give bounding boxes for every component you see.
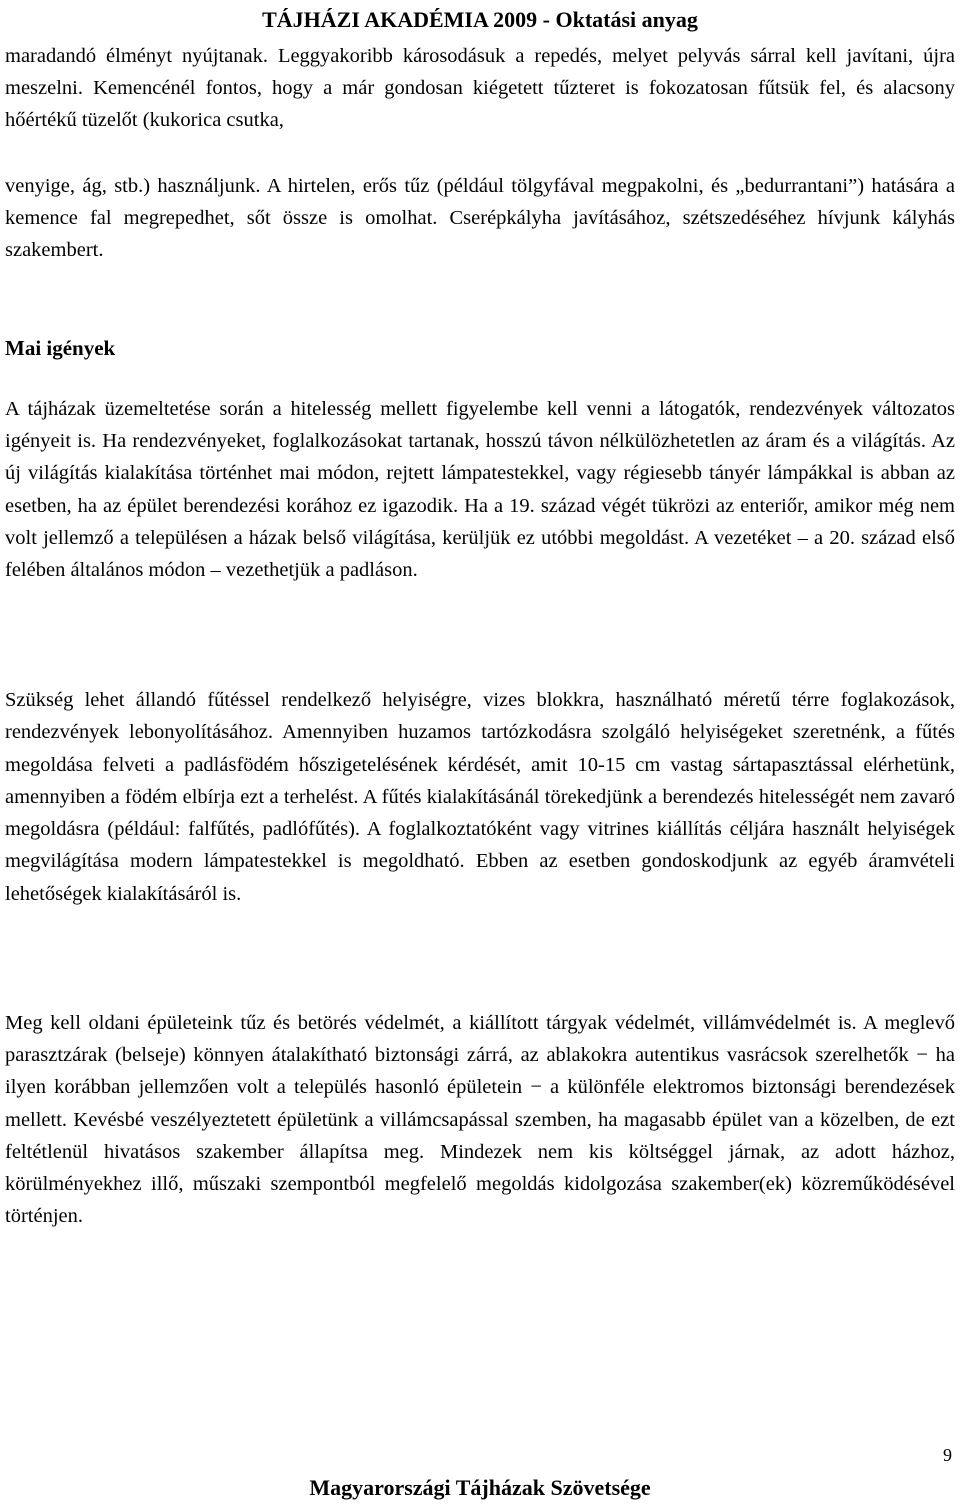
body-paragraph-lighting: A tájházak üzemeltetése során a hitelesség mellett figyelembe kell venni a látogatók, rendezvények változatos igényeit is. Ha rendezvényeket, foglalkozásokat tartanak, hosszú távon nélkülözhetetlen az áram és a világítás. Az új világítás kialakítása történhet mai módon, rejtett lámpatestekkel, vagy régiesebb tányér lámpákkal is abban az esetben, ha az épület berendezési korához ez igazodik. Ha a 19. század végét tükrözi az enteriőr, amikor még nem volt jellemző a településen a házak belső világítása, kerüljük ez utóbbi megoldást. A vezetéket – a 20. század első felében általános módon – vezethetjük a padláson. <box>5 398 955 582</box>
page-number: 9 <box>943 1445 952 1465</box>
intro-paragraph-continued: venyige, ág, stb.) használjunk. A hirtelen, erős tűz (például tölgyfával megpakolni, és „bedurrantani”) hatására a kemence fal megrepedhet, sőt össze is omolhat. Cserépkályha javításához, szétszedéséhez hívjunk kályhás szakembert. <box>5 175 955 261</box>
body-paragraph-protection: Meg kell oldani épületeink tűz és betörés védelmét, a kiállított tárgyak védelmét, villámvédelmét is. A meglevő parasztzárak (belseje) könnyen átalakítható biztonsági zárrá, az ablakokra autentikus vasrácsok szerelhetők − ha ilyen korábban jellemzően volt a település hasonló épületein − a különféle elektromos biztonsági berendezések mellett. Kevésbé veszélyeztetett épületünk a villámcsapással szemben, ha magasabb épület van a közelben, de ezt feltétlenül hivatásos szakember állapítsa meg. Mindezek nem kis költséggel járnak, az adott házhoz, körülményekhez illő, műszaki szempontból megfelelő megoldás kidolgozása szakember(ek) közreműködésével történjen. <box>5 1012 955 1228</box>
page-footer: Magyarországi Tájházak Szövetsége <box>309 1475 651 1500</box>
section-heading: Mai igények <box>5 336 116 360</box>
body-paragraph-heating: Szükség lehet állandó fűtéssel rendelkező helyiségre, vizes blokkra, használható méretű térre foglakozások, rendezvények lebonyolításához. Amennyiben huzamos tartózkodásra szolgáló helyiségeket szeretnénk, a fűtés megoldása felveti a padlásfödém hőszigetelésének kérdését, amit 10-15 cm vastag sártapasztással elérhetünk, amennyiben a födém elbírja ezt a terhelést. A fűtés kialakításánál törekedjünk a berendezés hitelességét nem zavaró megoldásra (például: falfűtés, padlófűtés). A foglalkoztatóként vagy vitrines kiállítás céljára használt helyiségek megvilágítása modern lámpatestekkel is megoldható. Ebben az esetben gondoskodjunk az egyéb áramvételi lehetőségek kialakításáról is. <box>5 689 955 905</box>
intro-paragraph: maradandó élményt nyújtanak. Leggyakoribb károsodásuk a repedés, melyet pelyvás sárral kell javítani, újra meszelni. Kemencénél fontos, hogy a már gondosan kiégetett tűzteret is fokozatosan fűtsük fel, és alacsony hőértékű tüzelőt (kukorica csutka, <box>5 45 955 131</box>
page-header: TÁJHÁZI AKADÉMIA 2009 - Oktatási anyag <box>262 7 698 32</box>
